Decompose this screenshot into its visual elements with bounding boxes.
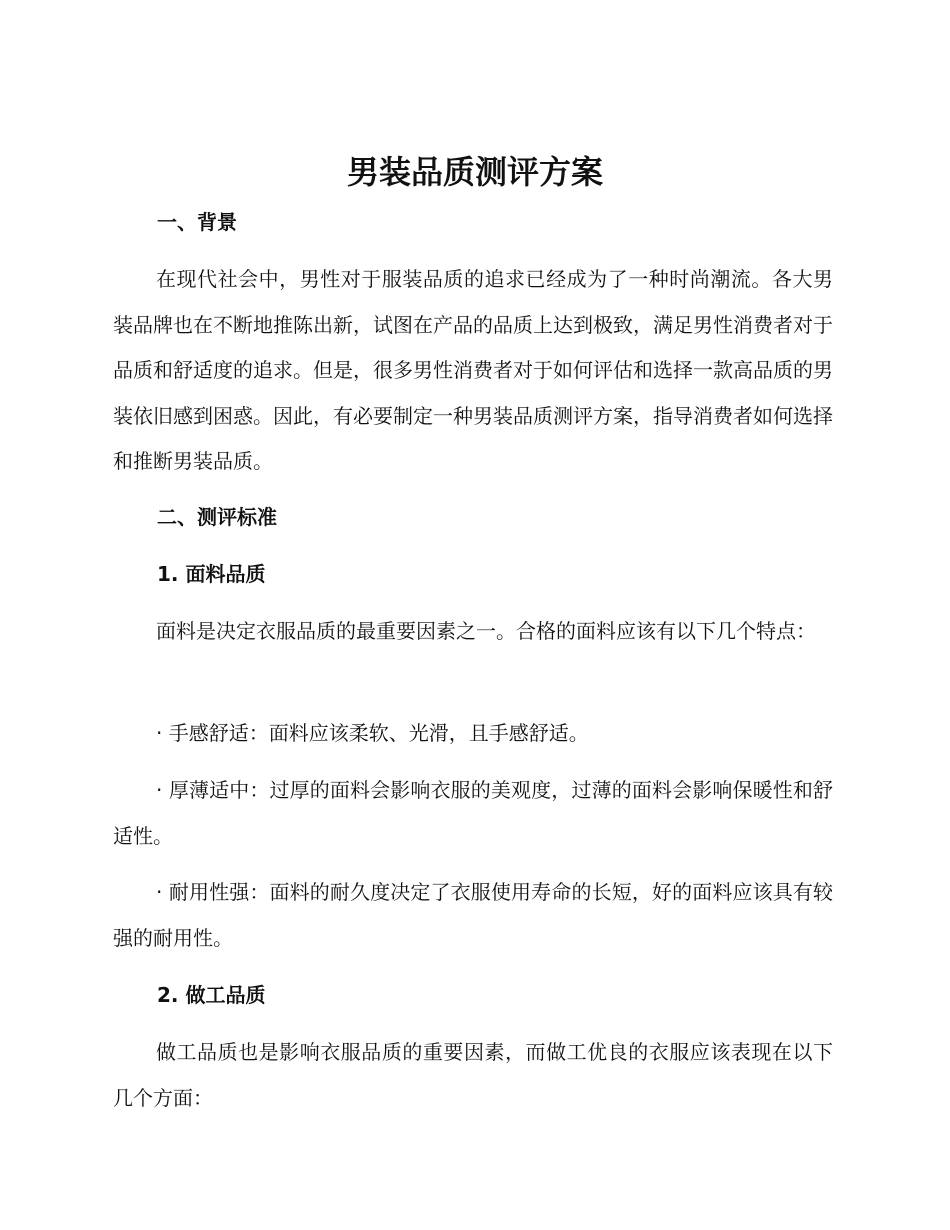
subheading-workmanship-quality: 2. 做工品质 [157,983,266,1007]
fabric-intro-paragraph: 面料是决定衣服品质的最重要因素之一。合格的面料应该有以下几个特点： [156,619,816,643]
section-heading-criteria: 二、测评标准 [157,505,277,529]
background-paragraph: 在现代社会中，男性对于服装品质的追求已经成为了一种时尚潮流。各大男装品牌也在不断地推陈出新，试图在产品的品质上达到极致，满足男性消费者对于品质和舒适度的追求。但是，很多男性消费者对于如何评估和选择一款高品质的男装依旧感到困惑。因此，有必要制定一种男装品质测评方案，指导消费者如何选择和推断男装品质。 [113,267,833,473]
fabric-point-thickness: · 厚薄适中：过厚的面料会影响衣服的美观度，过薄的面料会影响保暖性和舒适性。 [113,778,833,848]
workmanship-intro-paragraph: 做工品质也是影响衣服品质的重要因素，而做工优良的衣服应该表现在以下几个方面： [113,1040,833,1110]
subheading-fabric-quality: 1. 面料品质 [157,562,266,586]
fabric-point-durability: · 耐用性强：面料的耐久度决定了衣服使用寿命的长短，好的面料应该具有较强的耐用性。 [113,880,833,950]
section-heading-background: 一、背景 [157,210,237,234]
fabric-point-comfort: · 手感舒适：面料应该柔软、光滑，且手感舒适。 [156,721,589,745]
document-title: 男装品质测评方案 [346,153,603,191]
